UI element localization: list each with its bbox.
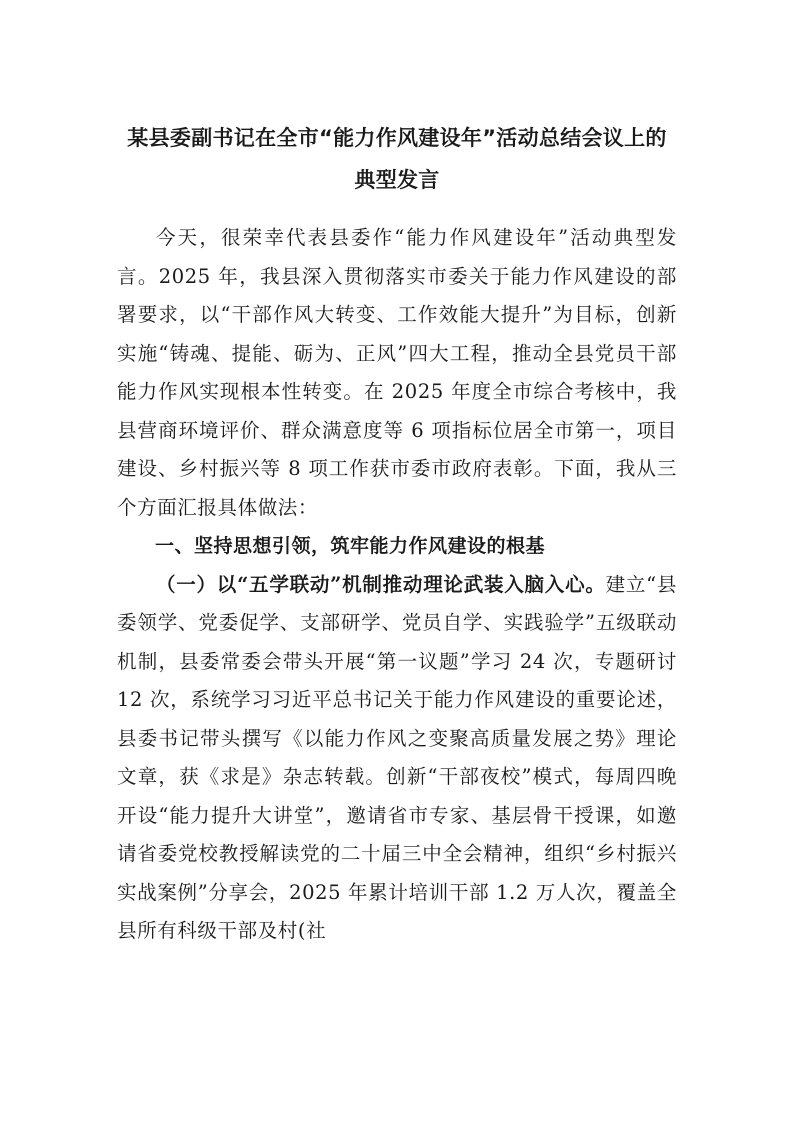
subsection-1-body: 建立“县委领学、党委促学、支部研学、党员自学、实践验学”五级联动机制，县委常委会带头开展“第一议题”学习 24 次，专题研讨 12 次，系统学习习近平总书记关于能力作风建设的重要论述，县委书记带头撰写《以能力作风之变聚高质量发展之势》理论文章，获《求是》杂志转载。创新“干部夜校”模式，每周四晚开设“能力提升大讲堂”，邀请省市专家、基层骨干授课，如邀请省委党校教授解读党的二十届三中全会精神，组织“乡村振兴实战案例”分享会，2025 年累计培训干部 1.2 万人次，覆盖全县所有科级干部及村(社 <box>117 572 678 942</box>
document-page <box>117 117 677 951</box>
intro-paragraph: 今天，很荣幸代表县委作“能力作风建设年”活动典型发言。2025 年，我县深入贯彻落实市委关于能力作风建设的部署要求，以“干部作风大转变、工作效能大提升”为目标，创新实施“铸魂、提能、砺为、正风”四大工程，推动全县党员干部能力作风实现根本性转变。在 2025 年度全市综合考核中，我县营商环境评价、群众满意度等 6 项指标位居全市第一，项目建设、乡村振兴等 8 项工作获市委市政府表彰。下面，我从三个方面汇报具体做法： <box>117 226 677 519</box>
title-line-1: 某县委副书记在全市“能力作风建设年”活动总结会议上的 <box>127 126 667 150</box>
subsection-1-paragraph <box>117 566 677 951</box>
subsection-1-heading: （一）以“五学联动”机制推动理论武装入脑入心。 <box>156 572 606 596</box>
title-line-2: 典型发言 <box>354 168 440 192</box>
section-1-heading: 一、坚持思想引领，筑牢能力作风建设的根基 <box>155 535 546 557</box>
document-title <box>117 117 677 201</box>
